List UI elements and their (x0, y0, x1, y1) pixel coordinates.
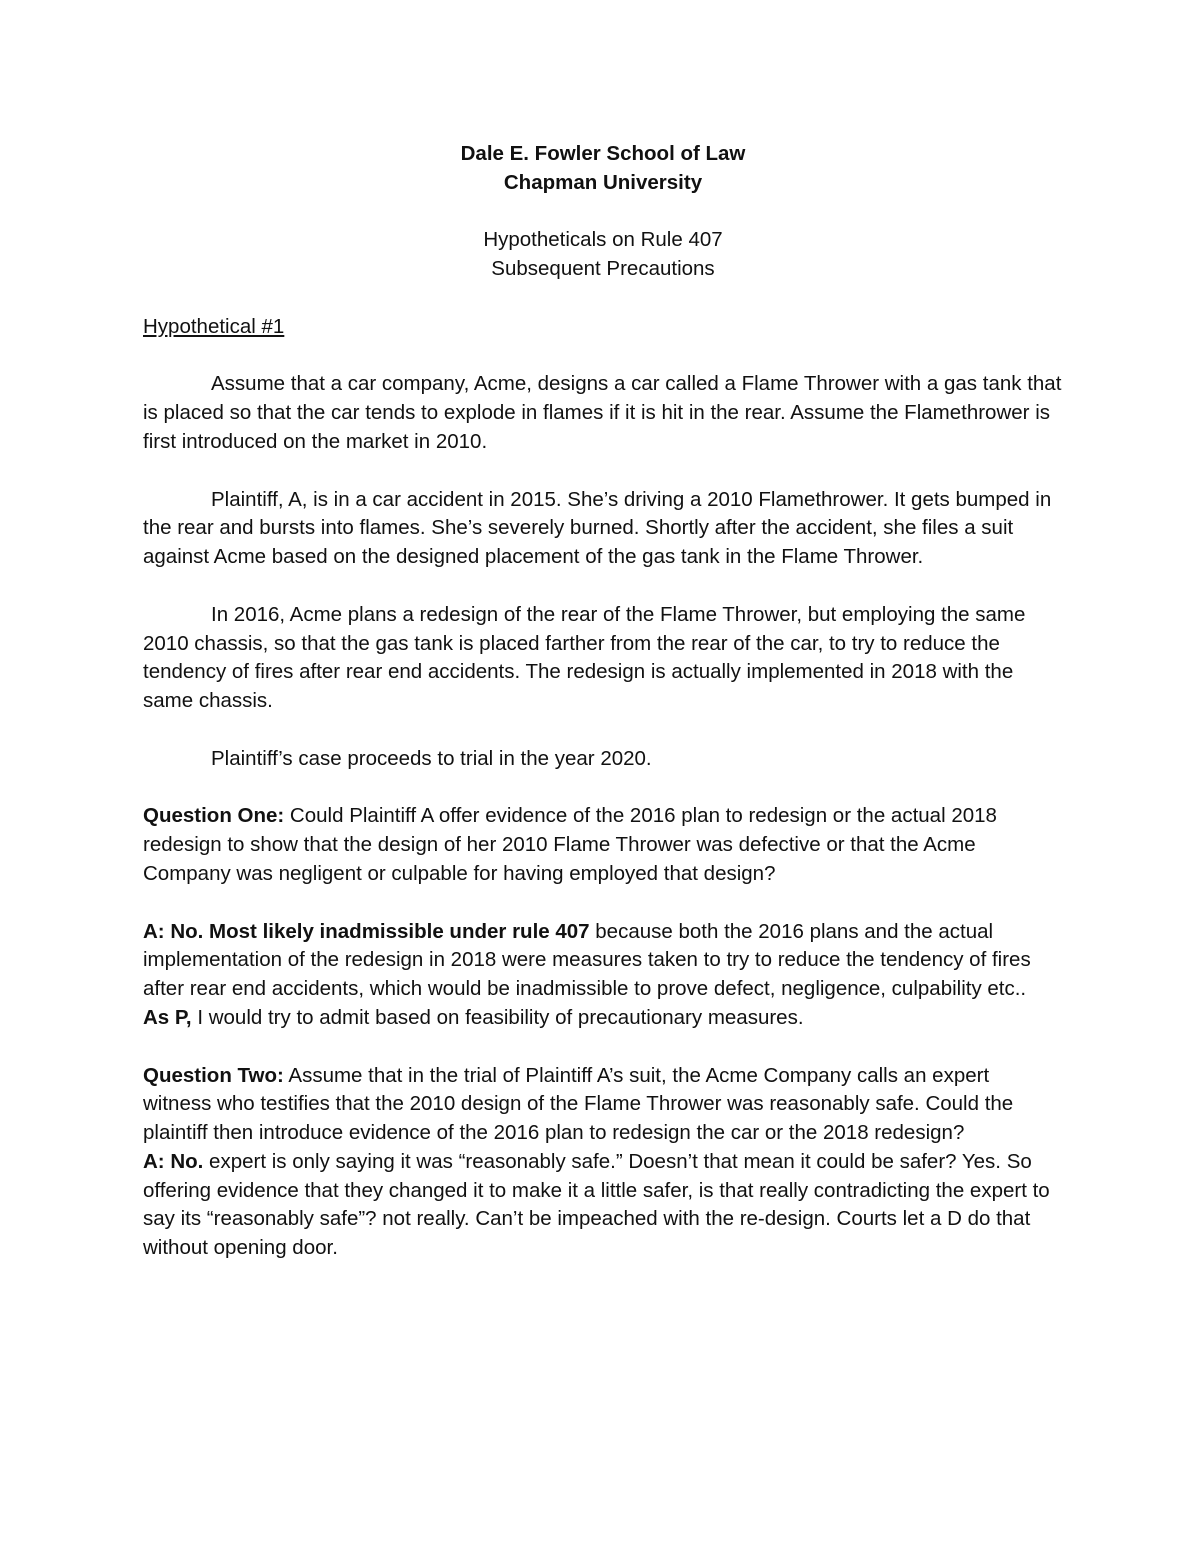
answer-one (143, 918, 1063, 1004)
answer-one-followup-label: As P, (143, 1005, 192, 1029)
answer-two-label: A: No. (143, 1149, 204, 1173)
section-heading: Hypothetical #1 (143, 314, 285, 338)
answer-one-text: because both the 2016 plans and the actual implementation of the redesign in 2018 were measures taken to try to reduce the tendency of fires after rear end accidents, which would be inadmissible to prove defect, negligence, culpability etc.. (143, 919, 1031, 1001)
answer-one-followup (143, 1004, 1063, 1033)
paragraph-facts-1: Assume that a car company, Acme, designs a car called a Flame Thrower with a gas tank that is placed so that the car tends to explode in flames if it is hit in the rear. Assume the Flamethrower is first introduced on the market in 2010. (143, 372, 1062, 453)
answer-two (143, 1148, 1063, 1263)
question-two-label: Question Two: (143, 1063, 284, 1087)
answer-two-text: expert is only saying it was “reasonably safe.” Doesn’t that mean it could be safer? Yes. So offering evidence that they changed it to make it a little safer, is that really contradicting the expert to say its “reasonably safe”? not really. Can’t be impeached with the re-design. Courts let a D do that without opening door. (143, 1149, 1050, 1260)
question-one (143, 802, 1063, 888)
document-title: Hypotheticals on Rule 407 (483, 228, 723, 252)
answer-one-label: A: No. Most likely inadmissible under rule 407 (143, 919, 590, 943)
university-name: Chapman University (503, 170, 703, 194)
document-page (143, 140, 1063, 1263)
document-subtitle: Subsequent Precautions (491, 257, 715, 281)
paragraph-facts-4: Plaintiff’s case proceeds to trial in the year 2020. (211, 746, 652, 770)
question-one-text: Could Plaintiff A offer evidence of the 2016 plan to redesign or the actual 2018 redesign to show that the design of her 2010 Flame Thrower was defective or that the Acme Company was negligent or culpable for having employed that design? (143, 804, 997, 885)
paragraph-facts-2: Plaintiff, A, is in a car accident in 2015. She’s driving a 2010 Flamethrower. It gets bumped in the rear and bursts into flames. She’s severely burned. Shortly after the accident, she files a suit against Acme based on the designed placement of the gas tank in the Flame Thrower. (143, 487, 1052, 569)
answer-one-followup-text: I would try to admit based on feasibility of precautionary measures. (191, 1005, 804, 1029)
school-name: Dale E. Fowler School of Law (460, 142, 746, 165)
question-one-label: Question One: (143, 804, 285, 828)
question-two (143, 1062, 1063, 1148)
paragraph-facts-3: In 2016, Acme plans a redesign of the rear of the Flame Thrower, but employing the same 2010 chassis, so that the gas tank is placed farther from the rear of the car, to try to reduce the tendency of fires after rear end accidents. The redesign is actually implemented in 2018 with the same chassis. (143, 602, 1026, 713)
question-two-text: Assume that in the trial of Plaintiff A’s suit, the Acme Company calls an expert witness who testifies that the 2010 design of the Flame Thrower was reasonably safe. Could the plaintiff then introduce evidence of the 2016 plan to redesign the car or the 2018 redesign? (143, 1063, 1014, 1145)
